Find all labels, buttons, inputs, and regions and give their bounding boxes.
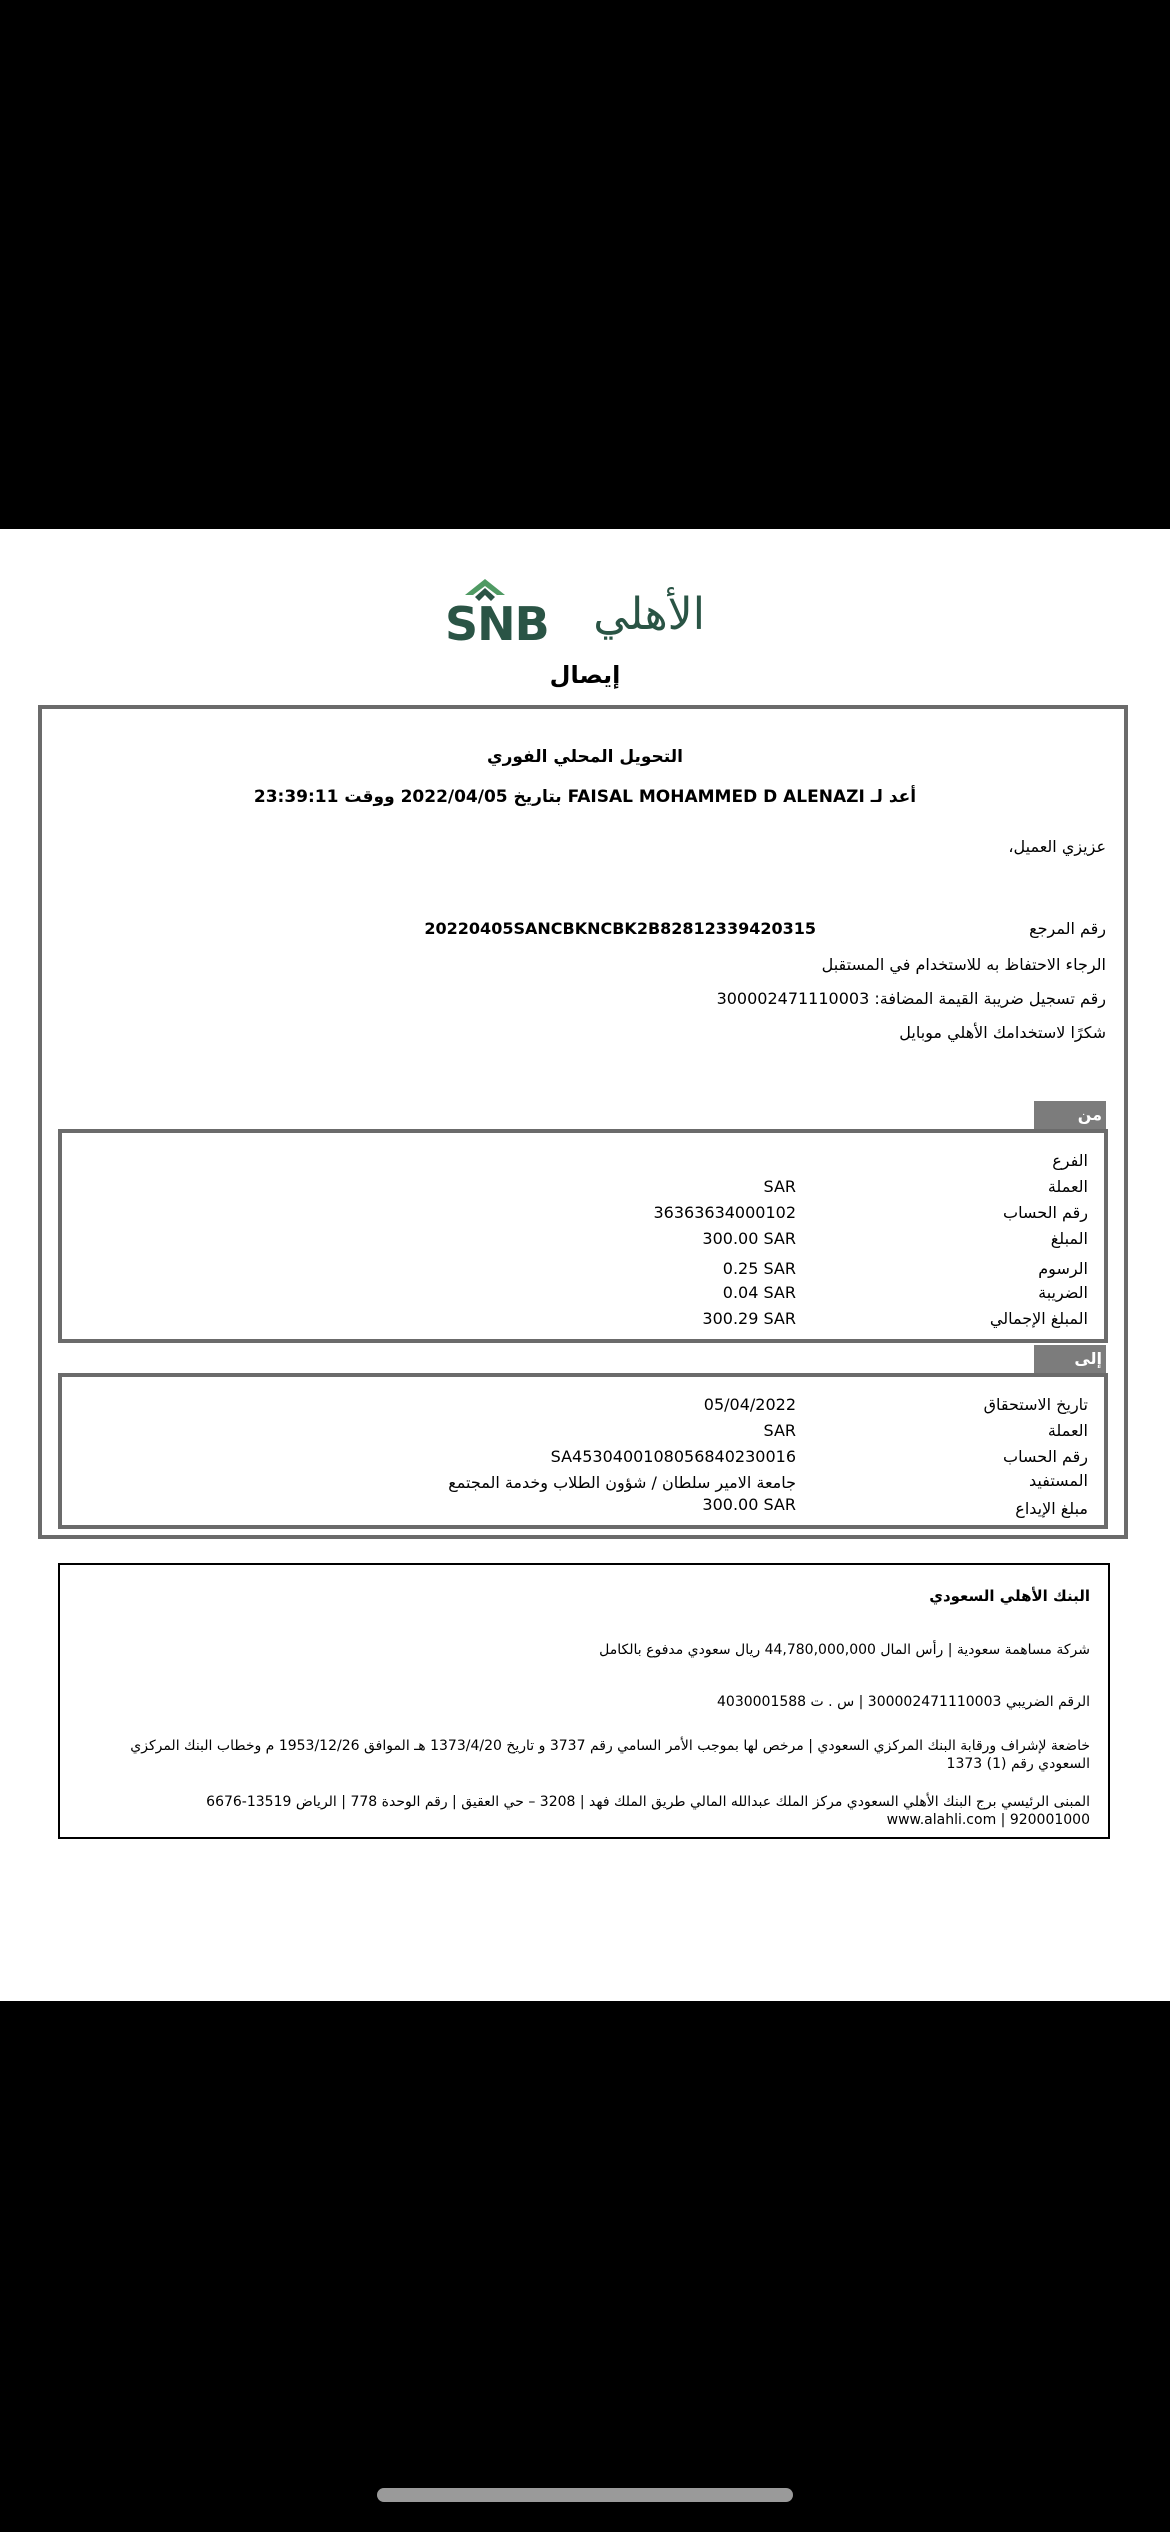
from-label-fees: الرسوم xyxy=(1038,1259,1088,1278)
receipt-sheet xyxy=(0,529,1170,2001)
reference-label: رقم المرجع xyxy=(1029,919,1106,938)
reference-value: 20220405SANCBKNCBK2B82812339420315 xyxy=(424,919,816,938)
to-value-beneficiary: جامعة الامير سلطان / شؤون الطلاب وخدمة المجتمع xyxy=(448,1473,796,1492)
from-value-currency: SAR xyxy=(763,1177,796,1196)
to-value-due-date: 05/04/2022 xyxy=(703,1395,796,1414)
to-label-deposit: مبلغ الإيداع xyxy=(1015,1499,1088,1518)
from-section xyxy=(58,1129,1108,1343)
logo-latin: SNB xyxy=(445,597,549,651)
logo-arabic: الأهلي xyxy=(593,589,705,640)
to-section xyxy=(58,1373,1108,1529)
from-value-amount: 300.00 SAR xyxy=(702,1229,796,1248)
greeting: عزيزي العميل، xyxy=(1008,837,1106,856)
footer-capital: شركة مساهمة سعودية | رأس المال 44,780,000,000 ريال سعودي مدفوع بالكامل xyxy=(599,1642,1090,1658)
footer-contact: www.alahli.com | 920001000 xyxy=(886,1812,1090,1828)
from-value-tax: 0.04 SAR xyxy=(722,1283,796,1302)
vat-registration: رقم تسجيل ضريبة القيمة المضافة: 300002471110003 xyxy=(716,989,1106,1008)
from-label-account: رقم الحساب xyxy=(1003,1203,1088,1222)
from-value-fees: 0.25 SAR xyxy=(722,1259,796,1278)
to-value-currency: SAR xyxy=(763,1421,796,1440)
footer-tax-cr: الرقم الضريبي 300002471110003 | س . ت 4030001588 xyxy=(717,1694,1090,1710)
to-label-due-date: تاريخ الاستحقاق xyxy=(983,1395,1088,1414)
from-header: من xyxy=(1034,1101,1106,1129)
footer-address: المبنى الرئيسي برج البنك الأهلي السعودي مركز الملك عبدالله المالي طريق الملك فهد | 3208 – حي العقيق | رقم الوحدة 778 | الرياض 13519-6676 xyxy=(206,1794,1090,1810)
from-label-amount: المبلغ xyxy=(1050,1229,1088,1248)
snb-logo xyxy=(445,579,705,649)
keep-note: الرجاء الاحتفاظ به للاستخدام في المستقبل xyxy=(821,955,1106,974)
to-value-account: SA4530400108056840230016 xyxy=(550,1447,796,1466)
from-label-tax: الضريبة xyxy=(1038,1283,1088,1302)
from-label-currency: العملة xyxy=(1047,1177,1088,1196)
to-value-deposit: 300.00 SAR xyxy=(702,1495,796,1514)
home-indicator[interactable] xyxy=(377,2488,793,2502)
to-label-account: رقم الحساب xyxy=(1003,1447,1088,1466)
from-value-account: 36363634000102 xyxy=(653,1203,796,1222)
thanks-message: شكرًا لاستخدامك الأهلي موبايل xyxy=(899,1023,1106,1042)
receipt-title: إيصال xyxy=(549,661,621,689)
from-label-branch: الفرع xyxy=(1052,1151,1088,1170)
from-value-total: 300.29 SAR xyxy=(702,1309,796,1328)
footer-regulation: خاضعة لإشراف ورقابة البنك المركزي السعودي | مرخص لها بموجب الأمر السامي رقم 3737 و تاريخ 1373/4/20 هـ الموافق 1953/12/26 م وخطاب البنك المركزي السعودي رقم (1) 1373 xyxy=(130,1738,1090,1772)
to-header: إلى xyxy=(1034,1345,1106,1373)
receipt-box xyxy=(38,705,1128,1539)
bank-footer xyxy=(58,1563,1110,1839)
prepared-for: أعد لـ FAISAL MOHAMMED D ALENAZI بتاريخ 2022/04/05 ووقت 23:39:11 xyxy=(253,787,917,807)
to-label-currency: العملة xyxy=(1047,1421,1088,1440)
transfer-type: التحويل المحلي الفوري xyxy=(487,747,683,767)
from-label-total: المبلغ الإجمالي xyxy=(989,1309,1088,1328)
to-label-beneficiary: المستفيد xyxy=(1029,1471,1088,1490)
footer-bank-name: البنك الأهلي السعودي xyxy=(929,1587,1090,1605)
